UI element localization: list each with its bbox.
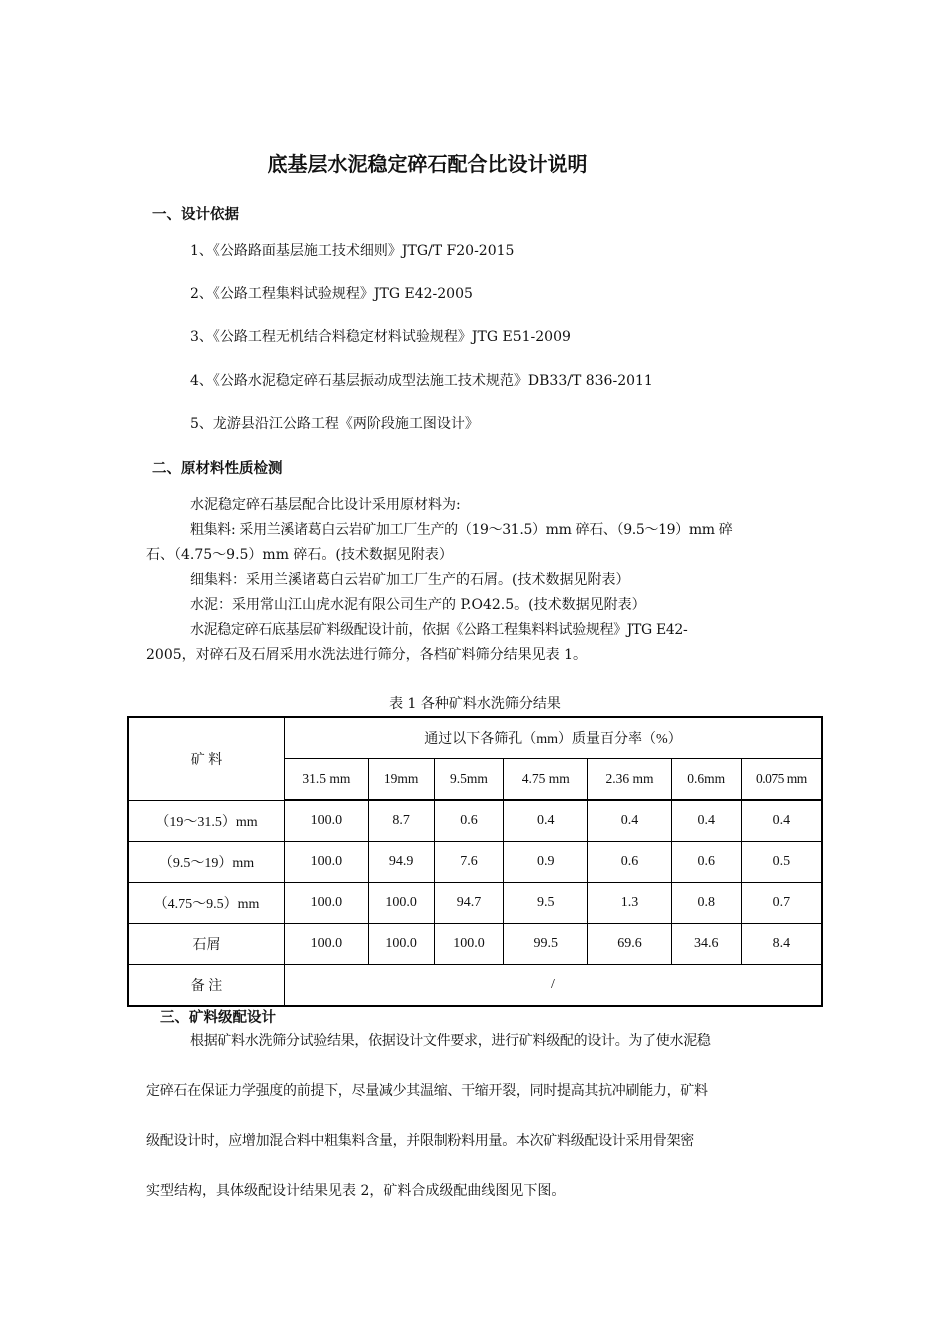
materials-line-2: 粗集料: 采用兰溪诸葛白云岩矿加工厂生产的（19～31.5）mm 碎石、（9.5～19）mm 碎	[190, 522, 733, 538]
table-cell: 0.6	[671, 842, 741, 883]
material-column-header: 矿 料	[128, 717, 284, 800]
table-cell: 100.0	[434, 924, 504, 965]
remark-row	[128, 965, 822, 1007]
materials-line-6: 水泥稳定碎石底基层矿料级配设计前，依据《公路工程集料料试验规程》JTG E42-	[190, 622, 688, 638]
table-cell: 0.6	[434, 800, 504, 842]
page-title: 底基层水泥稳定碎石配合比设计说明	[267, 152, 588, 176]
section-3-heading: 三、矿料级配设计	[160, 1010, 276, 1026]
gradation-line-3: 级配设计时，应增加混合料中粗集料含量，并限制粉料用量。本次矿料级配设计采用骨架密	[146, 1133, 694, 1149]
material-name: （4.75～9.5）mm	[128, 883, 284, 924]
materials-line-7: 2005，对碎石及石屑采用水洗法进行筛分，各档矿料筛分结果见表 1。	[146, 647, 587, 663]
table-cell: 0.8	[671, 883, 741, 924]
sieve-header: 4.75 mm	[504, 759, 588, 801]
table-cell: 0.4	[741, 800, 822, 842]
gradation-line-4: 实型结构，具体级配设计结果见表 2，矿料合成级配曲线图见下图。	[146, 1183, 566, 1199]
sieve-header: 0.6mm	[671, 759, 741, 801]
table-row	[128, 883, 822, 924]
table-cell: 94.9	[368, 842, 434, 883]
table-cell: 0.4	[671, 800, 741, 842]
materials-line-5: 水泥：采用常山江山虎水泥有限公司生产的 P.O42.5。(技术数据见附表）	[190, 597, 646, 613]
sieve-header: 9.5mm	[434, 759, 504, 801]
sieve-header: 31.5 mm	[284, 759, 368, 801]
sieve-results-table	[127, 716, 823, 1007]
materials-line-3: 石、（4.75～9.5）mm 碎石。(技术数据见附表）	[146, 547, 453, 563]
gradation-line-1: 根据矿料水洗筛分试验结果，依据设计文件要求，进行矿料级配的设计。为了使水泥稳	[190, 1033, 711, 1049]
materials-line-1: 水泥稳定碎石基层配合比设计采用原材料为:	[190, 497, 461, 513]
table-cell: 100.0	[368, 883, 434, 924]
basis-item-3: 3、《公路工程无机结合料稳定材料试验规程》JTG E51-2009	[190, 329, 571, 345]
table-cell: 99.5	[504, 924, 588, 965]
materials-line-4: 细集料：采用兰溪诸葛白云岩矿加工厂生产的石屑。(技术数据见附表）	[190, 572, 630, 588]
basis-item-4: 4、《公路水泥稳定碎石基层振动成型法施工技术规范》DB33/T 836-2011	[190, 373, 653, 389]
basis-item-2: 2、《公路工程集料试验规程》JTG E42-2005	[190, 286, 473, 302]
gradation-line-2: 定碎石在保证力学强度的前提下，尽量减少其温缩、干缩开裂，同时提高其抗冲刷能力，矿料	[146, 1083, 708, 1099]
remark-label: 备 注	[128, 965, 284, 1007]
table-cell: 7.6	[434, 842, 504, 883]
table-row	[128, 924, 822, 965]
table-1-caption: 表 1 各种矿料水洗筛分结果	[389, 696, 561, 712]
table-cell: 94.7	[434, 883, 504, 924]
table-cell: 0.6	[588, 842, 672, 883]
table-cell: 69.6	[588, 924, 672, 965]
table-cell: 0.7	[741, 883, 822, 924]
table-cell: 100.0	[284, 924, 368, 965]
table-row	[128, 842, 822, 883]
passing-percent-header: 通过以下各筛孔（mm）质量百分率（%）	[284, 717, 822, 759]
table-cell: 1.3	[588, 883, 672, 924]
table-cell: 100.0	[368, 924, 434, 965]
table-cell: 0.4	[588, 800, 672, 842]
table-row	[128, 800, 822, 842]
sieve-header: 19mm	[368, 759, 434, 801]
table-cell: 100.0	[284, 800, 368, 842]
table-cell: 0.5	[741, 842, 822, 883]
table-cell: 100.0	[284, 842, 368, 883]
section-2-heading: 二、原材料性质检测	[152, 461, 283, 477]
remark-value: /	[284, 965, 822, 1007]
sieve-header: 2.36 mm	[588, 759, 672, 801]
material-name: 石屑	[128, 924, 284, 965]
material-name: （9.5～19）mm	[128, 842, 284, 883]
basis-item-5: 5、龙游县沿江公路工程《两阶段施工图设计》	[190, 416, 479, 432]
table-cell: 0.9	[504, 842, 588, 883]
table-cell: 0.4	[504, 800, 588, 842]
basis-item-1: 1、《公路路面基层施工技术细则》JTG/T F20-2015	[190, 243, 515, 259]
table-cell: 8.7	[368, 800, 434, 842]
sieve-header: 0.075 mm	[741, 759, 822, 801]
table-cell: 8.4	[741, 924, 822, 965]
section-1-heading: 一、设计依据	[152, 207, 239, 223]
table-cell: 100.0	[284, 883, 368, 924]
material-name: （19～31.5）mm	[128, 800, 284, 842]
table-cell: 34.6	[671, 924, 741, 965]
table-cell: 9.5	[504, 883, 588, 924]
